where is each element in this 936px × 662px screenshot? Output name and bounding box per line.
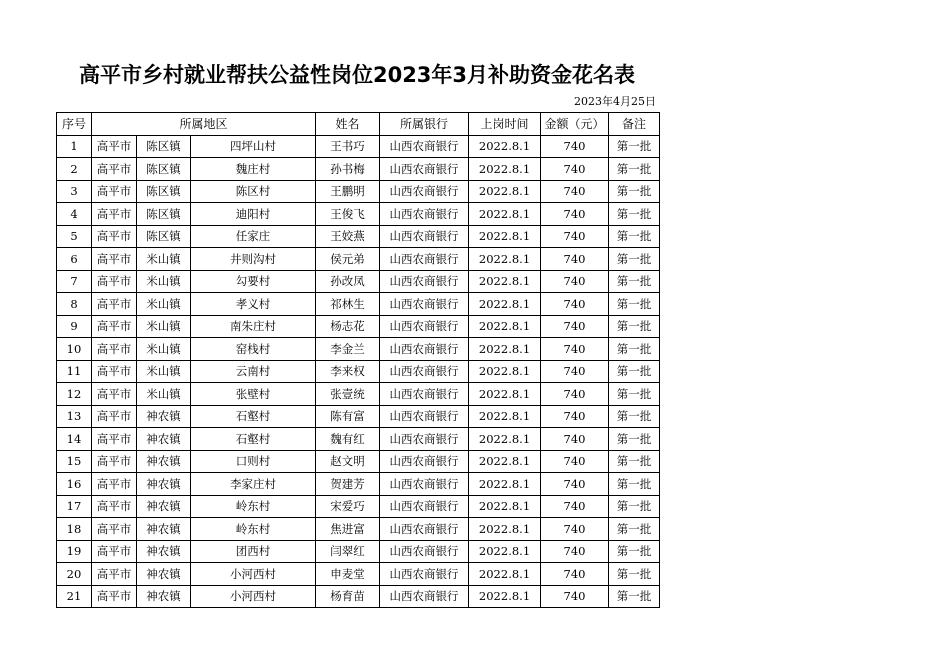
row-bank: 山西农商银行 [380, 180, 469, 203]
row-amount: 740 [541, 180, 609, 203]
row-index: 6 [57, 248, 92, 271]
table-row [57, 338, 660, 361]
header-name: 姓名 [316, 113, 380, 136]
row-town: 神农镇 [137, 540, 191, 563]
row-note: 第一批 [609, 428, 660, 451]
row-note: 第一批 [609, 518, 660, 541]
row-start-date: 2022.8.1 [469, 315, 541, 338]
roster-table [56, 112, 660, 608]
row-village: 石壑村 [191, 405, 316, 428]
row-name: 杨育苗 [316, 585, 380, 608]
row-note: 第一批 [609, 473, 660, 496]
table-row [57, 563, 660, 586]
table-row [57, 248, 660, 271]
row-note: 第一批 [609, 248, 660, 271]
row-note: 第一批 [609, 293, 660, 316]
row-bank: 山西农商银行 [380, 360, 469, 383]
header-index: 序号 [57, 113, 92, 136]
row-bank: 山西农商银行 [380, 563, 469, 586]
header-note: 备注 [609, 113, 660, 136]
header-bank: 所属银行 [380, 113, 469, 136]
table-row [57, 203, 660, 226]
row-village: 小河西村 [191, 585, 316, 608]
row-village: 岭东村 [191, 495, 316, 518]
row-note: 第一批 [609, 338, 660, 361]
row-index: 17 [57, 495, 92, 518]
row-town: 神农镇 [137, 518, 191, 541]
row-town: 神农镇 [137, 473, 191, 496]
row-village: 井则沟村 [191, 248, 316, 271]
row-start-date: 2022.8.1 [469, 270, 541, 293]
row-index: 5 [57, 225, 92, 248]
row-city: 高平市 [92, 383, 137, 406]
header-region: 所属地区 [92, 113, 316, 136]
row-name: 宋爱巧 [316, 495, 380, 518]
row-village: 孝义村 [191, 293, 316, 316]
row-index: 14 [57, 428, 92, 451]
row-city: 高平市 [92, 360, 137, 383]
table-row [57, 180, 660, 203]
row-index: 10 [57, 338, 92, 361]
row-bank: 山西农商银行 [380, 338, 469, 361]
row-start-date: 2022.8.1 [469, 248, 541, 271]
row-village: 石壑村 [191, 428, 316, 451]
row-bank: 山西农商银行 [380, 203, 469, 226]
row-city: 高平市 [92, 315, 137, 338]
row-start-date: 2022.8.1 [469, 225, 541, 248]
row-village: 陈区村 [191, 180, 316, 203]
row-note: 第一批 [609, 270, 660, 293]
row-name: 侯元弟 [316, 248, 380, 271]
row-name: 王俊飞 [316, 203, 380, 226]
row-amount: 740 [541, 225, 609, 248]
row-amount: 740 [541, 383, 609, 406]
row-note: 第一批 [609, 180, 660, 203]
row-index: 1 [57, 135, 92, 158]
row-town: 陈区镇 [137, 180, 191, 203]
row-village: 团西村 [191, 540, 316, 563]
row-note: 第一批 [609, 203, 660, 226]
row-city: 高平市 [92, 540, 137, 563]
row-note: 第一批 [609, 315, 660, 338]
row-amount: 740 [541, 405, 609, 428]
row-city: 高平市 [92, 225, 137, 248]
row-town: 米山镇 [137, 248, 191, 271]
row-town: 神农镇 [137, 495, 191, 518]
table-row [57, 135, 660, 158]
row-index: 13 [57, 405, 92, 428]
row-bank: 山西农商银行 [380, 315, 469, 338]
row-name: 陈有富 [316, 405, 380, 428]
row-amount: 740 [541, 540, 609, 563]
row-town: 米山镇 [137, 338, 191, 361]
row-start-date: 2022.8.1 [469, 585, 541, 608]
row-town: 神农镇 [137, 585, 191, 608]
row-town: 陈区镇 [137, 203, 191, 226]
row-start-date: 2022.8.1 [469, 180, 541, 203]
row-note: 第一批 [609, 158, 660, 181]
row-start-date: 2022.8.1 [469, 293, 541, 316]
row-index: 8 [57, 293, 92, 316]
table-row [57, 450, 660, 473]
row-town: 陈区镇 [137, 158, 191, 181]
row-amount: 740 [541, 428, 609, 451]
row-bank: 山西农商银行 [380, 158, 469, 181]
row-note: 第一批 [609, 225, 660, 248]
row-town: 米山镇 [137, 383, 191, 406]
row-bank: 山西农商银行 [380, 225, 469, 248]
row-name: 焦进富 [316, 518, 380, 541]
row-city: 高平市 [92, 158, 137, 181]
row-city: 高平市 [92, 585, 137, 608]
row-amount: 740 [541, 270, 609, 293]
row-name: 祁林生 [316, 293, 380, 316]
row-amount: 740 [541, 338, 609, 361]
row-city: 高平市 [92, 473, 137, 496]
row-name: 李金兰 [316, 338, 380, 361]
row-city: 高平市 [92, 248, 137, 271]
row-town: 米山镇 [137, 315, 191, 338]
row-index: 21 [57, 585, 92, 608]
row-note: 第一批 [609, 585, 660, 608]
row-start-date: 2022.8.1 [469, 518, 541, 541]
document-date: 2023年4月25日 [574, 95, 656, 108]
document-title: 高平市乡村就业帮扶公益性岗位2023年3月补助资金花名表 [78, 63, 636, 87]
row-town: 神农镇 [137, 450, 191, 473]
row-index: 3 [57, 180, 92, 203]
row-city: 高平市 [92, 495, 137, 518]
row-start-date: 2022.8.1 [469, 405, 541, 428]
row-city: 高平市 [92, 563, 137, 586]
row-index: 18 [57, 518, 92, 541]
row-index: 2 [57, 158, 92, 181]
table-header-row [57, 113, 660, 136]
row-bank: 山西农商银行 [380, 473, 469, 496]
row-start-date: 2022.8.1 [469, 473, 541, 496]
row-index: 4 [57, 203, 92, 226]
row-name: 申麦堂 [316, 563, 380, 586]
table-row [57, 383, 660, 406]
table-body [57, 135, 660, 608]
row-village: 任家庄 [191, 225, 316, 248]
row-bank: 山西农商银行 [380, 585, 469, 608]
row-name: 杨志花 [316, 315, 380, 338]
row-note: 第一批 [609, 360, 660, 383]
row-amount: 740 [541, 563, 609, 586]
row-city: 高平市 [92, 293, 137, 316]
row-bank: 山西农商银行 [380, 540, 469, 563]
row-town: 米山镇 [137, 360, 191, 383]
row-city: 高平市 [92, 135, 137, 158]
row-start-date: 2022.8.1 [469, 158, 541, 181]
row-bank: 山西农商银行 [380, 405, 469, 428]
row-bank: 山西农商银行 [380, 383, 469, 406]
row-bank: 山西农商银行 [380, 450, 469, 473]
row-bank: 山西农商银行 [380, 428, 469, 451]
row-index: 7 [57, 270, 92, 293]
row-bank: 山西农商银行 [380, 495, 469, 518]
row-start-date: 2022.8.1 [469, 135, 541, 158]
table-row [57, 585, 660, 608]
row-start-date: 2022.8.1 [469, 540, 541, 563]
row-city: 高平市 [92, 203, 137, 226]
row-name: 王鹏明 [316, 180, 380, 203]
row-city: 高平市 [92, 338, 137, 361]
header-amount: 金额（元） [541, 113, 609, 136]
row-note: 第一批 [609, 563, 660, 586]
row-amount: 740 [541, 473, 609, 496]
row-city: 高平市 [92, 405, 137, 428]
row-town: 神农镇 [137, 563, 191, 586]
row-amount: 740 [541, 495, 609, 518]
row-note: 第一批 [609, 495, 660, 518]
row-village: 岭东村 [191, 518, 316, 541]
row-start-date: 2022.8.1 [469, 338, 541, 361]
row-note: 第一批 [609, 540, 660, 563]
row-amount: 740 [541, 315, 609, 338]
row-village: 四坪山村 [191, 135, 316, 158]
row-bank: 山西农商银行 [380, 293, 469, 316]
row-village: 小河西村 [191, 563, 316, 586]
table-row [57, 270, 660, 293]
row-name: 贺建芳 [316, 473, 380, 496]
row-index: 19 [57, 540, 92, 563]
row-note: 第一批 [609, 450, 660, 473]
row-name: 魏有红 [316, 428, 380, 451]
row-village: 李家庄村 [191, 473, 316, 496]
row-village: 南朱庄村 [191, 315, 316, 338]
row-bank: 山西农商银行 [380, 248, 469, 271]
row-amount: 740 [541, 158, 609, 181]
row-village: 魏庄村 [191, 158, 316, 181]
table-row [57, 518, 660, 541]
row-index: 12 [57, 383, 92, 406]
row-village: 云南村 [191, 360, 316, 383]
row-amount: 740 [541, 360, 609, 383]
row-bank: 山西农商银行 [380, 270, 469, 293]
row-start-date: 2022.8.1 [469, 383, 541, 406]
row-village: 口则村 [191, 450, 316, 473]
row-city: 高平市 [92, 270, 137, 293]
row-amount: 740 [541, 248, 609, 271]
row-town: 神农镇 [137, 405, 191, 428]
row-village: 张壁村 [191, 383, 316, 406]
row-town: 米山镇 [137, 270, 191, 293]
row-name: 李来权 [316, 360, 380, 383]
row-bank: 山西农商银行 [380, 518, 469, 541]
row-index: 9 [57, 315, 92, 338]
row-index: 15 [57, 450, 92, 473]
row-town: 陈区镇 [137, 225, 191, 248]
table-row [57, 293, 660, 316]
row-amount: 740 [541, 203, 609, 226]
table-row [57, 473, 660, 496]
row-village: 窑栈村 [191, 338, 316, 361]
row-start-date: 2022.8.1 [469, 428, 541, 451]
row-note: 第一批 [609, 135, 660, 158]
row-index: 16 [57, 473, 92, 496]
table-row [57, 158, 660, 181]
row-city: 高平市 [92, 450, 137, 473]
row-village: 勾要村 [191, 270, 316, 293]
row-name: 赵文明 [316, 450, 380, 473]
table-row [57, 315, 660, 338]
row-city: 高平市 [92, 180, 137, 203]
row-amount: 740 [541, 293, 609, 316]
row-amount: 740 [541, 585, 609, 608]
row-amount: 740 [541, 135, 609, 158]
table-row [57, 428, 660, 451]
row-village: 迪阳村 [191, 203, 316, 226]
row-amount: 740 [541, 518, 609, 541]
row-start-date: 2022.8.1 [469, 203, 541, 226]
row-note: 第一批 [609, 405, 660, 428]
row-town: 米山镇 [137, 293, 191, 316]
row-name: 闫翠红 [316, 540, 380, 563]
row-start-date: 2022.8.1 [469, 563, 541, 586]
row-index: 11 [57, 360, 92, 383]
row-name: 王书巧 [316, 135, 380, 158]
row-start-date: 2022.8.1 [469, 360, 541, 383]
row-name: 王姣燕 [316, 225, 380, 248]
row-name: 孙书梅 [316, 158, 380, 181]
table-row [57, 495, 660, 518]
row-name: 孙改凤 [316, 270, 380, 293]
table-row [57, 540, 660, 563]
row-name: 张壹统 [316, 383, 380, 406]
table-row [57, 405, 660, 428]
row-city: 高平市 [92, 518, 137, 541]
row-start-date: 2022.8.1 [469, 450, 541, 473]
row-bank: 山西农商银行 [380, 135, 469, 158]
table-row [57, 225, 660, 248]
row-town: 陈区镇 [137, 135, 191, 158]
header-start-date: 上岗时间 [469, 113, 541, 136]
row-start-date: 2022.8.1 [469, 495, 541, 518]
table-row [57, 360, 660, 383]
row-city: 高平市 [92, 428, 137, 451]
row-town: 神农镇 [137, 428, 191, 451]
row-note: 第一批 [609, 383, 660, 406]
row-amount: 740 [541, 450, 609, 473]
row-index: 20 [57, 563, 92, 586]
